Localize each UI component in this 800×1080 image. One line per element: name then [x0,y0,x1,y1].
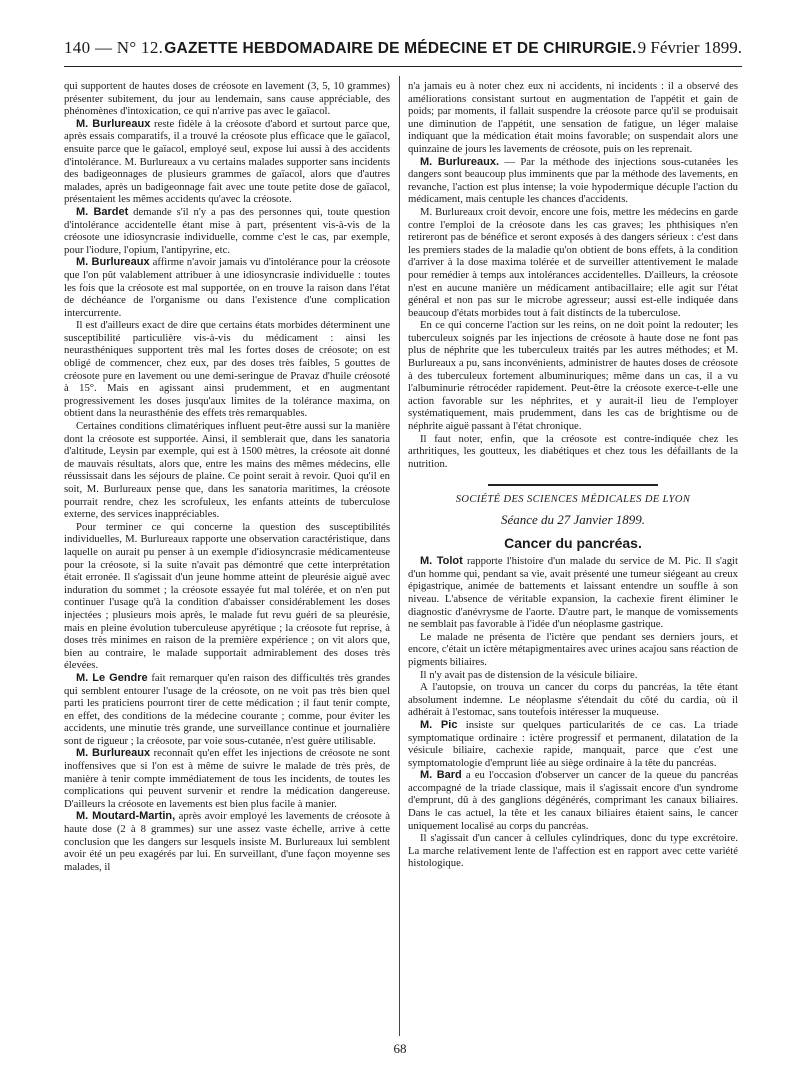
paragraph: En ce qui concerne l'action sur les reins, on ne doit point la redouter; les tuberculeux soignés par les injections de créosote à haute dose ne font pas plus de néphrite que les tuberculeux traités par les autres méthodes; et M. Burlureaux a pu, sans inconvénients, administrer de hautes doses de créosote à des tuberculeux fortement albuminuriques; même dans un cas, il a vu l'albuminurie rétrocéder rapidement. Peut-être la créosote exerce-t-elle une action favorable sur les néphrites, et y aurait-il lieu de l'employer systématiquement, mais prudemment, dans les cas de brightisme ou de néphrite aiguë passant à l'état chronique. [408,319,738,433]
paragraph: A l'autopsie, on trouva un cancer du corps du pancréas, la tête étant absolument indemne. Le néoplasme s'étendait du côté du cardia, où il adhérait à l'estomac, sans toutefois intéresser la muqueuse. [408,681,738,719]
speaker-name: M. Tolot [420,555,463,568]
session-date: Séance du 27 Janvier 1899. [500,512,646,527]
header-rule [64,66,742,67]
speaker-name: M. Moutard-Martin, [76,810,176,823]
paragraph: Il faut noter, enfin, que la créosote est contre-indiquée chez les arthritiques, les goutteux, les diabétiques et chez tous les défaillants de la nutrition. [408,432,738,470]
paragraph [64,206,390,256]
society-heading: SOCIÉTÉ DES SCIENCES MÉDICALES DE LYON [455,494,691,506]
speaker-name: M. Burlureaux [76,256,150,269]
speaker-name: M. Bard [420,769,462,782]
speaker-name: M. Burlureaux [76,747,151,760]
page-number: 140 — N° 12. [64,38,164,57]
paragraph: Il n'y avait pas de distension de la vésicule biliaire. [420,668,638,681]
left-column [64,80,390,1030]
right-column [408,80,738,1030]
column-divider [399,76,400,1036]
paragraph [64,747,390,810]
paragraph-text: rapporte l'histoire d'un malade du service de M. Pic. Il s'agit d'un homme qui, pendant sa vie, avait présenté une tumeur siégeant au creux épigastrique, animée de battements et laissant entendre un souffle à son niveau. L'absence de véritable expansion, la cachexie firent éliminer le diagnostic d'anévrysme de l'aorte. D'autre part, le manque de vomissements ne semblait pas favorable à l'idée d'un néoplasme gastrique. [408,555,738,631]
paragraph: M. Burlureaux croit devoir, encore une fois, mettre les médecins en garde contre l'emploi de la créosote dans les cas graves; les phthisiques n'en retireront pas de bénéfice et seront exposés à des dangers sérieux : c'est dans les premiers stades de la maladie qu'on obtient de bons effets, à la condition d'arriver à la dose maxima tolérée et de surveiller attentivement le malade pour remédier à temps aux intolérances accidentelles. D'ailleurs, la créosote n'est en aucune manière un médicament antibacillaire; elle agit sur l'état général et non pas sur le microbe agresseur; aussi est-elle indiquée dans beaucoup d'états morbides tout à fait distincts de la tuberculose. [408,205,738,319]
speaker-name: M. Burlureaux [76,117,151,130]
journal-title: GAZETTE HEBDOMADAIRE DE MÉDECINE ET DE CHIRURGIE. [164,40,637,57]
paragraph: Le malade ne présenta de l'ictère que pendant ses derniers jours, et encore, c'était un ictère métapigmentaires avec urines acajou sans réaction de pigments biliaires. [408,630,738,668]
paragraph [64,672,390,748]
paragraph [408,555,738,631]
paragraph: Pour terminer ce qui concerne la question des susceptibilités individuelles, M. Burlureaux rapporte une observation caractéristique, dans laquelle on aurait pu penser à un exemple d'idiosyncrasie médicamenteuse pour la créosote, si la suite n'avait pas démontré que cette interprétation était erronée. Il s'agissait d'un jeune homme atteint de pleurésie aiguë avec induration du sommet ; la créosote essayée fut mal tolérée, et on n'en put continuer l'usage qu'à la condition d'abaisser considérablement les doses injectées ; plusieurs mois après, le malade fut revu guéri de sa pleurésie, mais en pleine évolution tuberculeuse apyrétique ; la créosote fut reprise, à doses très minimes en raison de la première expérience ; on vit alors que, bien au contraire, le malade supportait admirablement des doses très élevées. [64,520,390,672]
issue-date: 9 Février 1899. [637,38,742,57]
paragraph-text: demande s'il n'y a pas des personnes qui, toute question d'intolérance accidentelle étant mise à part, présentent vis-à-vis de la créosote une idiosyncrasie individuelle, comme c'est le cas, par exemple, pour l'iodure, l'opium, l'antipyrine, etc. [64,205,390,256]
paragraph [64,118,390,206]
paragraph [64,256,390,319]
paragraph: Il est d'ailleurs exact de dire que certains états morbides déterminent une susceptibilité particulière vis-à-vis du médicament : ainsi les neurasthéniques supportent très mal les fortes doses de créosote; on est obligé de commencer, chez eux, par des doses très faibles, 5 gouttes de créosote pure en lavement ou une demi-seringue de Pravaz d'huile créosoté à 15°. Mais en agissant ainsi prudemment, et en augmentant progressivement les doses jusqu'aux limites de la tolérance maxima, on obtient dans la neurasthénie des effets très remarquables. [64,319,390,420]
paragraph [64,810,390,873]
paragraph-text: après avoir employé les lavements de créosote à haute dose (2 à 8 grammes) sur une assez vaste échelle, arrive à cette conclusion que les dangers sur lesquels insiste M. Burlureaux lui semblent avoir été un peu exagérés par lui. En surveillant, d'une façon moyenne ses malades, il [64,810,390,873]
paragraph [408,719,738,769]
folio-number: 68 [393,1041,407,1056]
paragraph [408,769,738,832]
speaker-name: M. Bardet [76,205,129,218]
paragraph-text: insiste sur quelques particularités de ce cas. La triade symptomatique ordinaire : ictère progressif et permanent, dilatation de la vésicule biliaire, cachexie rapide, manquait, parce que c'est une symptomatologie d'emprunt liée au siège ordinaire à la tête du pancréas. [408,718,738,769]
paragraph-text: fait remarquer qu'en raison des difficultés très grandes qui semblent entourer l'usage de la créosote, on ne voit pas très bien quel parti les praticiens pourront tirer de cette médication ; il faut tenir compte, en effet, des conditions de la médecine courante ; comme, pour éviter les accidents, une minutie très grande, une surveillance continue et journalière sont de rigueur ; la créosote, par voie sous-cutanée, n'est guère utilisable. [64,671,390,747]
paragraph-text: affirme n'avoir jamais vu d'intolérance pour la créosote que l'on pût valablement attribuer à une idiosyncrasie individuelle : toutes les fois que la créosote est mal supportée, on en trouve la raison dans l'état de déchéance de l'organisme ou dans l'existence d'une complication intercurrente. [64,256,390,319]
speaker-name: M. Burlureaux. [420,155,500,168]
paragraph-text: reconnaît qu'en effet les injections de créosote ne sont inoffensives que si l'on est à même de suivre le malade de très près, de manière à tenir compte immédiatement de tous les incidents, de toutes les complications qui peuvent survenir et rendre la médication dangereuse. D'ailleurs la créosote en lavements est bien plus facile à manier. [64,747,390,810]
paragraph-text: a eu l'occasion d'observer un cancer de la queue du pancréas accompagné de la triade classique, mais il s'agissait encore d'un syndrome d'emprunt, dû à des ganglions dégénérés, comprimant les canaux biliaires. Dans le cas actuel, la tête et les canaux biliaires étaient sains, le cancer uniquement localisé au corps du pancréas. [408,769,738,832]
subject-heading: Cancer du pancréas. [504,534,642,551]
paragraph-text: reste fidèle à la créosote d'abord et surtout parce que, après essais comparatifs, il a trouvé la créosote plus efficace que le gaïacol, ensuite parce que le gaïacol, employé seul, expose lui aussi à des accidents d'intolérance. M. Burlureaux a vu certains malades supporter sans incidents des badigeonnages de plusieurs grammes de gaïacol, alors que d'autres malades, après un badigeonnage fait avec une toute petite dose de gaïacol, présentaient les mêmes accidents qu'avec la créosote. [64,117,390,206]
paragraph: Il s'agissait d'un cancer à cellules cylindriques, donc du type excrétoire. La marche relativement lente de l'affection est en rapport avec cette variété histologique. [408,832,738,870]
speaker-name: M. Le Gendre [76,671,148,684]
paragraph: Certaines conditions climatériques influent peut-être aussi sur la manière dont la créosote est supportée. Ainsi, il semblerait que, dans les sanatoria d'altitude, Leysin par exemple, qui est à 1500 mètres, la créosote ait donné de mauvais résultats, alors que, entre les mains des mêmes médecins, elle réussissait dans les séjours de plaine. Ce point serait à revoir. Quoi qu'il en soit, M. Burlureaux pense que, dans les sanatoria maritimes, la créosote pourrait rendre, chez les scrofuleux, les enfants atteints de tuberculose externe, des services inappréciables. [64,420,390,521]
paragraph: n'a jamais eu à noter chez eux ni accidents, ni incidents : il a observé des améliorations consistant surtout en augmentation de l'appétit et gain de poids; par moments, il fallait suspendre la créosote parce qu'il se produisait une diminution de l'appétit, une sensation de fatigue, un léger malaise indiquant que la médication était moins favorable; on suspendait alors une quinzaine de jours les lavements de créosote, puis on les reprenait. [408,80,738,155]
page-header [64,38,742,62]
paragraph: qui supportent de hautes doses de créosote en lavement (3, 5, 10 grammes) présenter subitement, du jour au lendemain, sans cause appréciable, des phénomènes d'intoxication, ce qui n'arrive pas avec le gaïacol. [64,80,390,118]
section-separator [488,484,658,486]
speaker-name: M. Pic [420,718,458,731]
paragraph-text: — Par la méthode des injections sous-cutanées les dangers sont beaucoup plus imminents que par la méthode des lavements, en revanche, l'action est plus intense; la voie hypodermique décuple l'action du médicament, mais centuple les chances d'accidents. [408,155,738,206]
paragraph [408,156,738,206]
